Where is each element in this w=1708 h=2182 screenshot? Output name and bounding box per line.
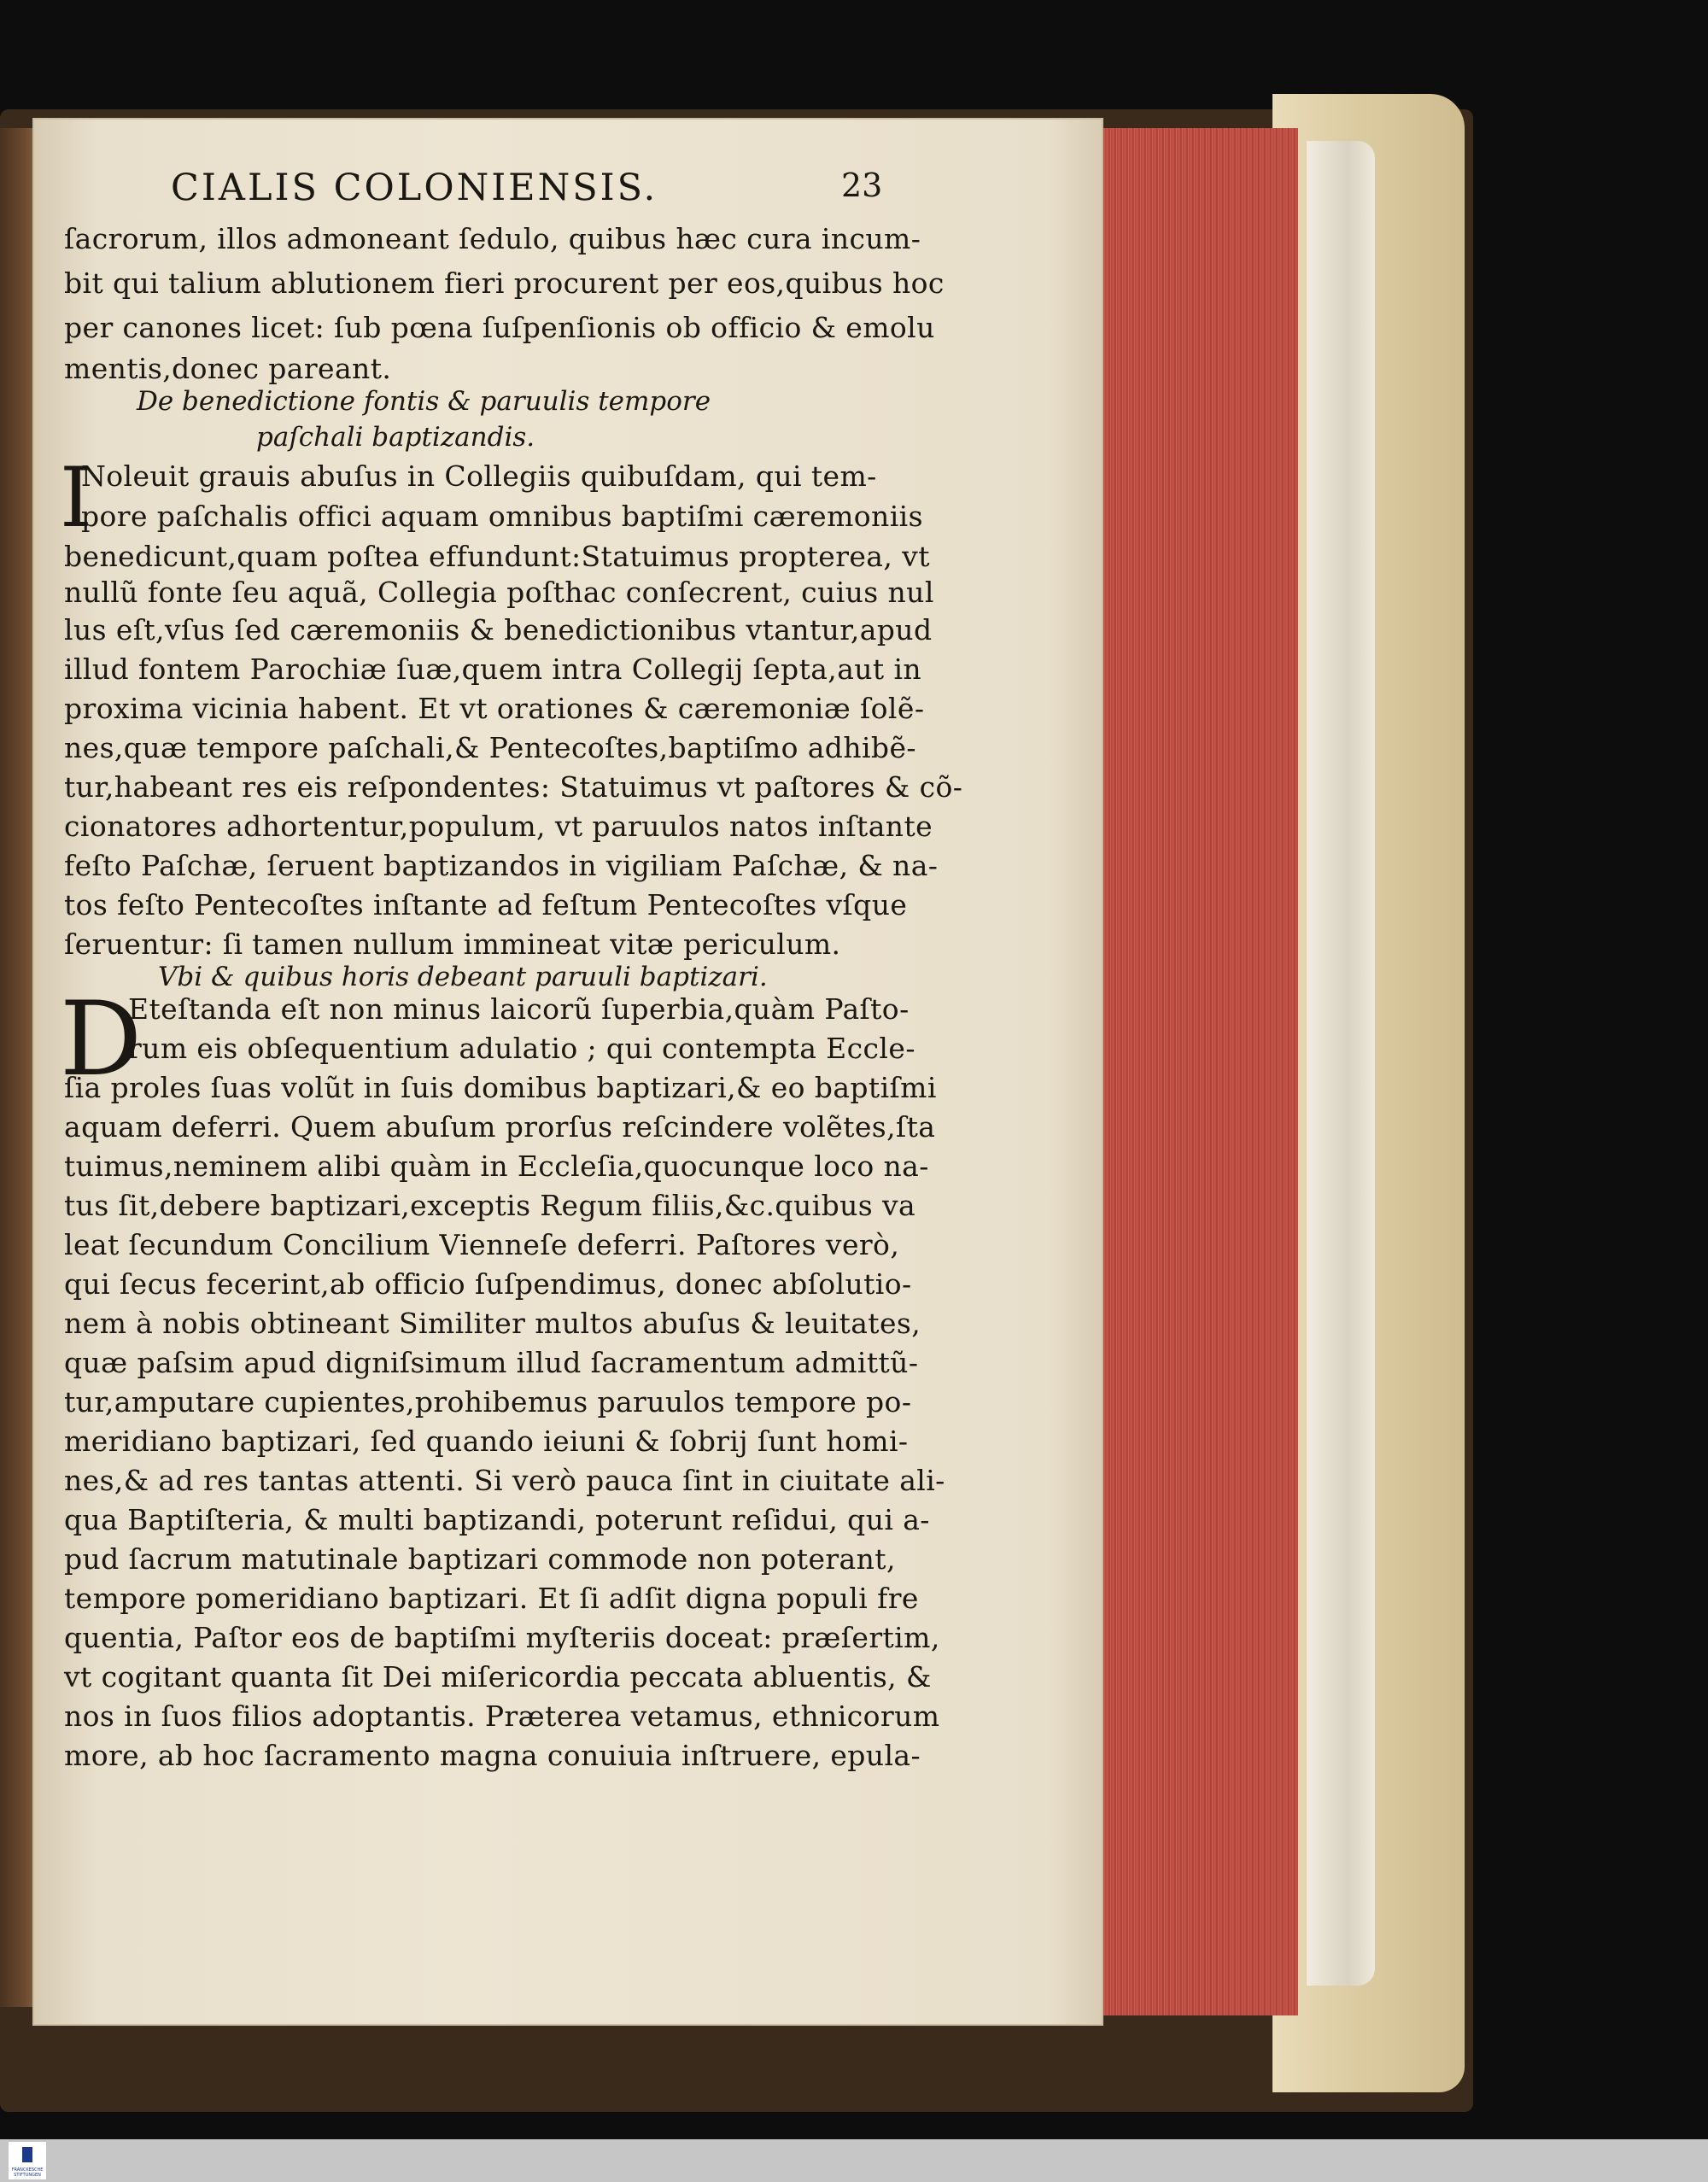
text-line: tos feſto Pentecoſtes inſtante ad feſtum Pentecoſtes vſque [64, 888, 908, 921]
text-line: nes,& ad res tantas attenti. Si verò pauca ſint in ciuitate ali- [64, 1464, 945, 1497]
text-line: nos in ſuos filios adoptantis. Præterea vetamus, ethnicorum [64, 1699, 940, 1733]
text-line: per canones licet: ſub pœna ſuſpenſionis ob officio & emolu [64, 311, 935, 344]
text-line: tus ſit,debere baptizari,exceptis Regum filiis,&c.quibus va [64, 1189, 916, 1222]
text-line: proxima vicinia habent. Et vt orationes & cæremoniæ ſolẽ- [64, 692, 925, 725]
viewer-bottom-bar [0, 2139, 1708, 2182]
flyleaf-edge [1307, 141, 1375, 1986]
text-line: cionatores adhortentur,populum, vt paruulos natos inſtante [64, 810, 933, 843]
text-line: qua Baptiſteria, & multi baptizandi, poterunt reſidui, qui a- [64, 1503, 930, 1536]
text-line: tur,amputare cupientes,prohibemus paruulos tempore po- [64, 1385, 912, 1419]
drop-cap: I [60, 450, 92, 546]
text-line: illud fontem Parochiæ ſuæ,quem intra Collegij ſepta,aut in [64, 652, 922, 686]
text-line: aquam deferri. Quem abuſum prorſus reſcindere volẽtes,ſta [64, 1110, 936, 1144]
text-line: mentis,donec pareant. [64, 352, 392, 385]
drop-cap: D [60, 980, 143, 1099]
text-line: pud ſacrum matutinale baptizari commode non poterant, [64, 1542, 896, 1576]
text-line: feſto Paſchæ, ſeruent baptizandos in vigiliam Paſchæ, & na- [64, 849, 939, 882]
text-line: quentia, Paſtor eos de baptiſmi myſteriis doceat: præſertim, [64, 1621, 940, 1654]
text-line: more, ab hoc ſacramento magna conuiuia inſtruere, epula- [64, 1739, 921, 1772]
text-line: quæ paſsim apud digniſsimum illud ſacramentum admittũ- [64, 1346, 919, 1379]
text-line: nes,quæ tempore paſchali,& Pentecoſtes,baptiſmo adhibẽ- [64, 731, 916, 764]
text-line: ſia proles ſuas volũt in ſuis domibus baptizari,& eo baptiſmi [64, 1071, 937, 1104]
logo-caption: FRANCKESCHE STIFTUNGEN [11, 2167, 44, 2178]
running-head: CIALIS COLONIENSIS. [171, 167, 658, 209]
text-line: pore paſchalis offici aquam omnibus baptiſmi cæremoniis [81, 500, 923, 533]
text-line: qui ſecus fecerint,ab officio ſuſpendimus, donec abſolutio- [64, 1267, 912, 1301]
text-line: tur,habeant res eis reſpondentes: Statuimus vt paſtores & cõ- [64, 770, 963, 804]
page-number: 23 [841, 167, 883, 204]
text-line: nullũ fonte ſeu aquã, Collegia poſthac conſecrent, cuius nul [64, 576, 934, 609]
section-heading-continued: paſchali baptizandis. [256, 422, 535, 453]
text-line: lus eſt,vſus ſed cæremoniis & benedictionibus vtantur,apud [64, 613, 933, 646]
section-heading: De benedictione fontis & paruulis tempore [137, 386, 711, 417]
text-line: meridiano baptizari, ſed quando ieiuni & ſobrij ſunt homi- [64, 1424, 909, 1458]
text-line: tuimus,neminem alibi quàm in Eccleſia,quocunque loco na- [64, 1149, 929, 1183]
text-line: nem à nobis obtineant Similiter multos abuſus & leuitates, [64, 1307, 921, 1340]
section-heading: Vbi & quibus horis debeant paruuli baptizari. [158, 962, 768, 992]
text-line: rum eis obſequentium adulatio ; qui contempta Eccle- [128, 1032, 915, 1065]
text-line: ſeruentur: ſi tamen nullum immineat vitæ periculum. [64, 927, 841, 961]
red-page-edges [1093, 128, 1298, 2015]
text-line: bit qui talium ablutionem fieri procurent per eos,quibus hoc [64, 266, 945, 300]
text-line: leat ſecundum Concilium Vienneſe deferri. Paſtores verò, [64, 1228, 900, 1261]
text-line: vt cogitant quanta ſit Dei miſericordia peccata abluentis, & [64, 1660, 932, 1694]
text-line: ſacrorum, illos admoneant ſedulo, quibus hæc cura incum- [64, 222, 921, 255]
text-line: benedicunt,quam poſtea effundunt:Statuimus propterea, vt [64, 540, 930, 573]
text-line: Eteſtanda eſt non minus laicorũ ſuperbia,quàm Paſto- [128, 992, 910, 1026]
library-logo [9, 2142, 46, 2179]
orphanage-icon [22, 2147, 32, 2162]
text-line: Noleuit grauis abuſus in Collegiis quibuſdam, qui tem- [81, 459, 877, 493]
text-line: tempore pomeridiano baptizari. Et ſi adſit digna populi fre [64, 1582, 919, 1615]
